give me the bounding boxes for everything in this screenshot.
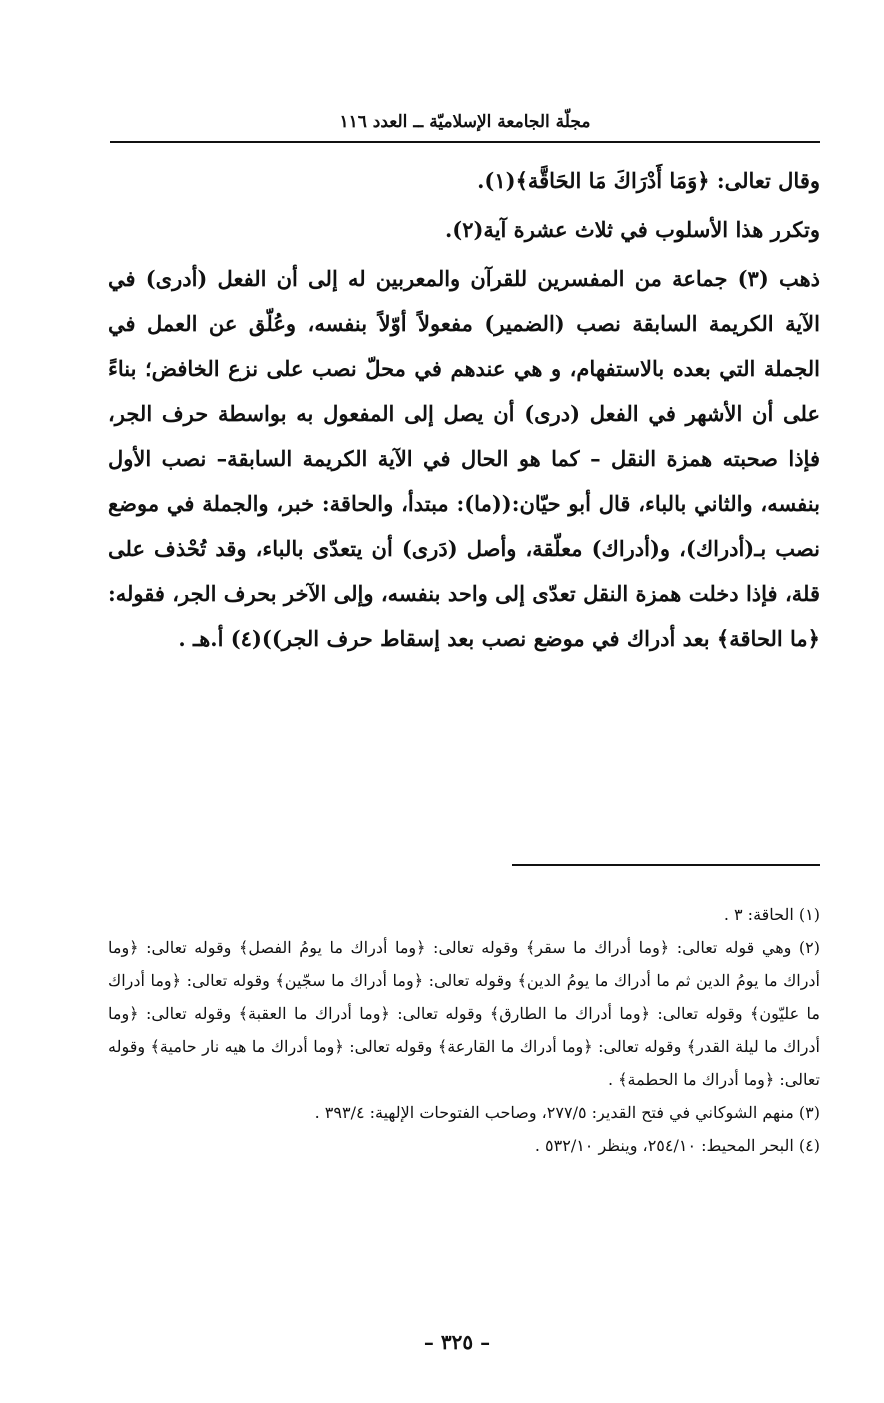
footnote-divider: [512, 864, 820, 866]
paragraph-repetition: وتكرر هذا الأسلوب في ثلاث عشرة آية(٢).: [444, 217, 820, 242]
paragraph-verse: وقال تعالى: ﴿وَمَا أَدْرَاكَ مَا الحَاقَّة﴾(١).: [477, 168, 820, 193]
footnote-1: (١) الحاقة: ٣ .: [723, 905, 820, 924]
footnote-3: (٣) منهم الشوكاني في فتح القدير: ٢٧٧/٥، وصاحب الفتوحات الإلهية: ٣٩٣/٤ .: [314, 1103, 820, 1122]
header-divider: [110, 141, 820, 143]
running-header: مجلّة الجامعة الإسلاميّة ــ العدد ١١٦: [339, 112, 591, 132]
paragraph-analysis: ذهب (٣) جماعة من المفسرين للقرآن والمعربين له إلى أن الفعل (أدرى) في الآية الكريمة السابقة نصب (الضمير) مفعولاً أوّلاً بنفسه، وعُلّق عن العمل في الجملة التي بعده بالاستفهام، و هي عندهم في محلّ نصب على نزع الخافض؛ بناءً على أن الأشهر في الفعل (درى) أن يصل إلى المفعول به بواسطة حرف الجر، فإذا صحبته همزة النقل – كما هو الحال في الآية الكريمة السابقة– نصب الأول بنفسه، والثاني بالباء، قال أبو حيّان:((ما): مبتدأ، والحاقة: خبر، والجملة في موضع نصب بـ(أدراك)، و(أدراك) معلّقة، وأصل (دَرى) أن يتعدّى بالباء، وقد تُحْذف على قلة، فإذا دخلت همزة النقل تعدّى إلى واحد بنفسه، وإلى الآخر بحرف الجر، فقوله: ﴿ما الحاقة﴾ بعد أدراك في موضع نصب بعد إسقاط حرف الجر))(٤) أ.هـ .: [108, 266, 820, 651]
footnotes: [108, 898, 820, 1162]
footnote-4: (٤) البحر المحيط: ٢٥٤/١٠، وينظر ٥٣٢/١٠ .: [534, 1136, 820, 1155]
page-number: – ٣٢٥ –: [423, 1330, 491, 1354]
footnote-2: (٢) وهي قوله تعالى: ﴿وما أدراك ما سقر﴾ وقوله تعالى: ﴿وما أدراك ما يومُ الفصل﴾ وقوله تعالى: ﴿وما أدراك ما يومُ الدين ثم ما أدراك ما يومُ الدين﴾ وقوله تعالى: ﴿وما أدراك ما سجّين﴾ وقوله تعالى: ﴿وما أدراك ما عليّون﴾ وقوله تعالى: ﴿وما أدراك ما الطارق﴾ وقوله تعالى: ﴿وما أدراك ما العقبة﴾ وقوله تعالى: ﴿وما أدراك ما ليلة القدر﴾ وقوله تعالى: ﴿وما أدراك ما القارعة﴾ وقوله تعالى: ﴿وما أدراك ما هيه نار حامية﴾ وقوله تعالى: ﴿وما أدراك ما الحطمة﴾ .: [108, 938, 821, 1089]
main-text: [108, 158, 820, 661]
